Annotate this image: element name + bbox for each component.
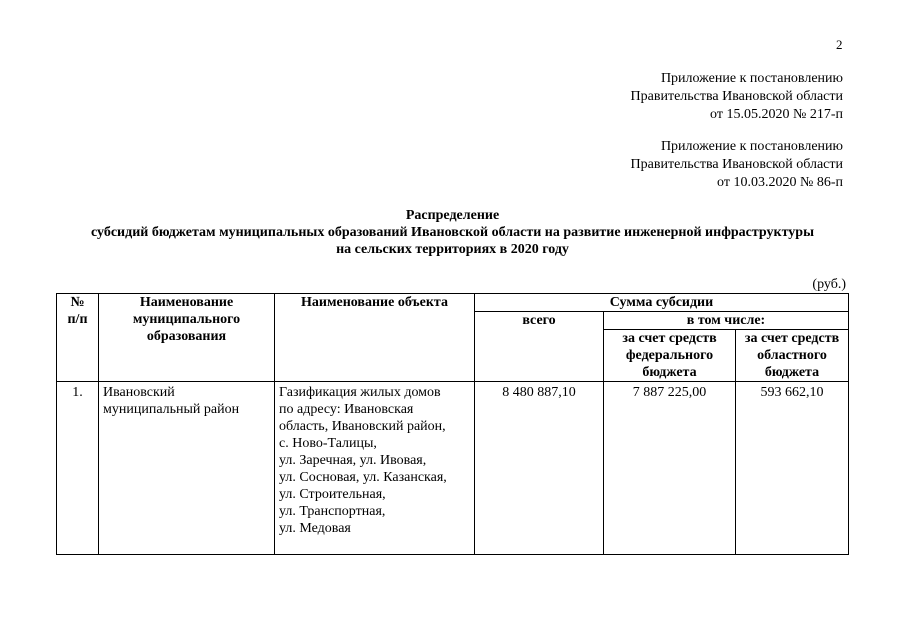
- row-num: 1.: [57, 382, 99, 555]
- header-federal: за счет средств федерального бюджета: [604, 330, 736, 382]
- annex-block-1: [631, 70, 843, 124]
- annex-1-line-2: Правительства Ивановской области: [630, 89, 843, 104]
- annex-2-line-1: Приложение к постановлению: [660, 139, 843, 154]
- row-federal: 7 887 225,00: [604, 382, 736, 555]
- row-object: Газификация жилых домов по адресу: Ивановская область, Ивановский район, с. Ново-Талицы, ул. Заречная, ул. Ивовая, ул. Сосновая, ул. Казанская, ул. Строительная, ул. Транспортная, ул. Медовая: [275, 382, 475, 555]
- subsidy-table: [56, 293, 849, 555]
- header-sum: Сумма субсидии: [475, 294, 849, 312]
- annex-1-line-1: Приложение к постановлению: [660, 71, 843, 86]
- document-title: [0, 207, 905, 258]
- table-row: [57, 382, 849, 555]
- row-total: 8 480 887,10: [475, 382, 604, 555]
- header-regional: за счет средств областного бюджета: [736, 330, 849, 382]
- annex-2-line-2: Правительства Ивановской области: [630, 157, 843, 172]
- row-regional: 593 662,10: [736, 382, 849, 555]
- header-row-1: [57, 294, 849, 312]
- row-municipality: Ивановский муниципальный район: [99, 382, 275, 555]
- header-object: Наименование объекта: [275, 294, 475, 382]
- currency-unit: (руб.): [812, 277, 846, 292]
- title-line-2: субсидий бюджетам муниципальных образований Ивановской области на развитие инженерной инфраструктуры: [90, 225, 815, 240]
- annex-block-2: [631, 138, 843, 192]
- annex-1-line-3: от 15.05.2020 № 217-п: [710, 107, 843, 122]
- title-line-1: Распределение: [405, 208, 500, 223]
- header-including: в том числе:: [604, 312, 849, 330]
- page-number: 2: [836, 37, 843, 52]
- header-municipality: Наименование муниципального образования: [99, 294, 275, 382]
- header-num: № п/п: [57, 294, 99, 382]
- annex-2-line-3: от 10.03.2020 № 86-п: [717, 175, 843, 190]
- header-total: всего: [475, 312, 604, 382]
- title-line-3: на сельских территориях в 2020 году: [336, 242, 569, 257]
